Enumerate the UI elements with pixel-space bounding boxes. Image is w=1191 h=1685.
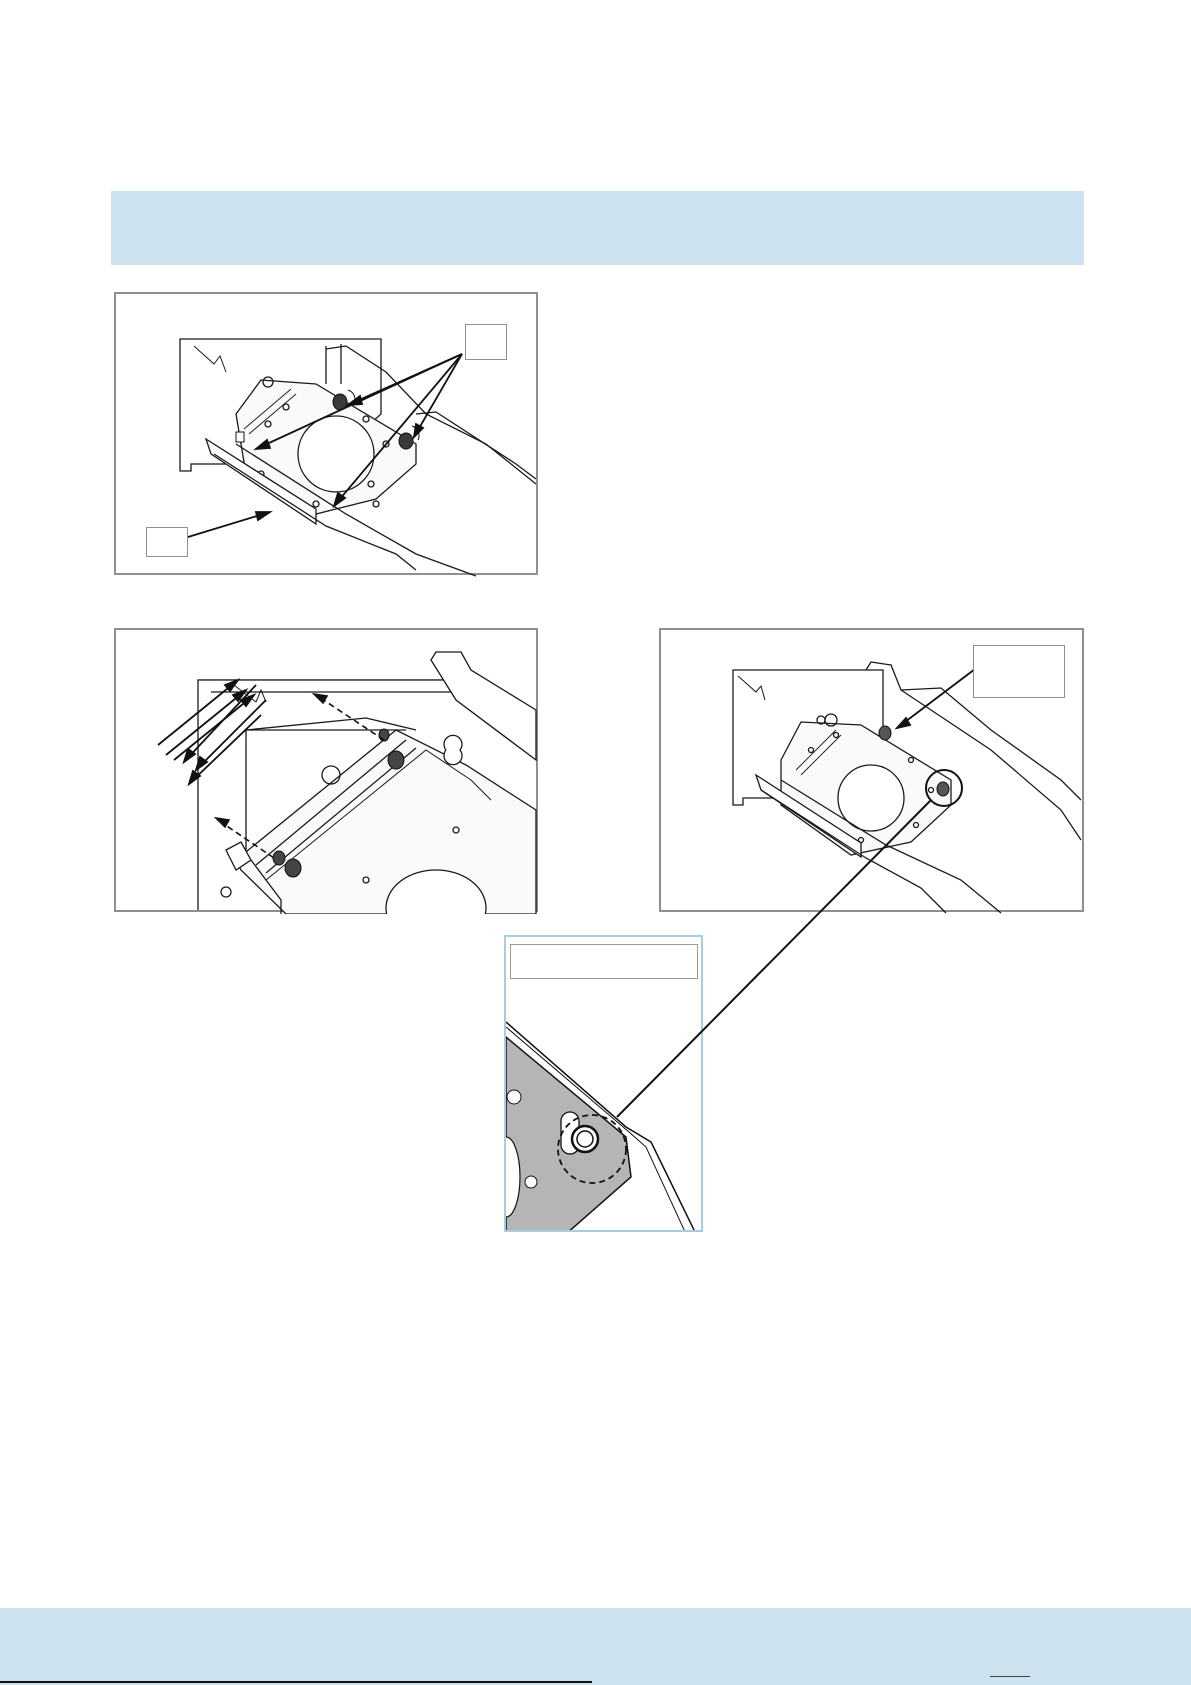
figure-bracket-top (114, 292, 538, 575)
footer-band (0, 1608, 1191, 1685)
figure-bracket-bolt (659, 628, 1084, 912)
section-header-band (111, 191, 1084, 265)
callout-box-parts (465, 324, 507, 360)
footer-rule (0, 1681, 592, 1683)
figure-bracket-rail (114, 628, 538, 912)
footer-mark (990, 1676, 1030, 1683)
callout-box-bolt (973, 645, 1065, 698)
bolt-detail-drawing (506, 937, 703, 1232)
bracket-rail-drawing (116, 630, 540, 914)
detail-title-box (510, 944, 698, 979)
figure-bolt-detail (504, 935, 703, 1232)
callout-box-rail (146, 527, 188, 557)
